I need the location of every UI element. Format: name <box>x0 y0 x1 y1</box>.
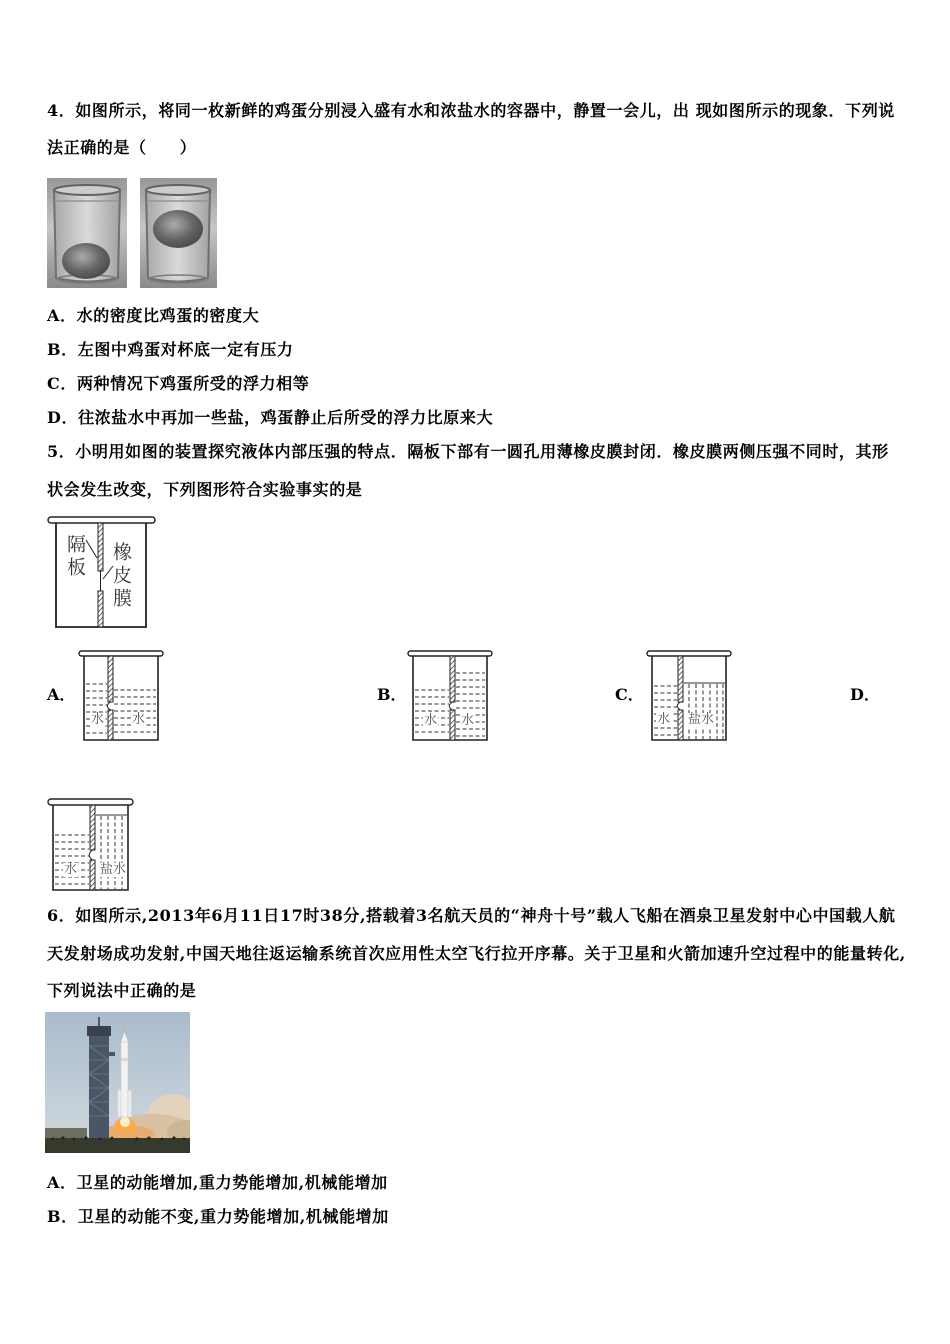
q6-stem-line-1: 6．如图所示,2013年6月11日17时38分,搭载着3名航天员的“神舟十号”载人飞船在酒泉卫星发射中心中国载人航 <box>47 906 896 925</box>
option-label: A． <box>47 306 77 325</box>
q6-option-a <box>47 1173 388 1193</box>
left-water <box>654 686 677 735</box>
q5-option-c-label: C． <box>615 685 644 704</box>
q5-b-left-liquid: 水 <box>424 713 438 728</box>
q5-option-d-figure <box>47 796 135 892</box>
partition-label: 隔板 <box>64 534 86 580</box>
q5-option-a-figure <box>78 648 164 742</box>
membrane-label: 橡皮膜 <box>110 542 132 611</box>
option-label: D． <box>47 408 79 427</box>
q5-a-left-liquid: 水 <box>91 712 105 727</box>
option-text: 卫星的动能增加,重力势能增加,机械能增加 <box>76 1173 388 1192</box>
q5-b-right-liquid: 水 <box>461 713 475 728</box>
partition <box>90 805 95 850</box>
q5-option-d-label: D． <box>850 685 880 704</box>
partition-leader-line <box>86 540 97 558</box>
right-salt-water <box>96 815 127 889</box>
q5-option-b-figure <box>407 648 493 742</box>
q4-stem-line-1: 4．如图所示，将同一枚新鲜的鸡蛋分别浸入盛有水和浓盐水的容器中，静置一会儿，出 现如图所示的现象．下列说 <box>47 101 895 120</box>
membrane <box>449 702 452 710</box>
q4-option-a <box>47 306 259 326</box>
option-label: B． <box>47 340 78 359</box>
membrane <box>89 850 92 860</box>
partition-lower <box>98 591 103 627</box>
q5-c-right-liquid: 盐水 <box>688 712 715 727</box>
membrane <box>107 702 110 710</box>
membrane <box>677 702 680 710</box>
partition-upper <box>98 523 103 571</box>
q4-option-d <box>47 408 493 428</box>
q5-d-right-liquid: 盐水 <box>100 862 127 877</box>
option-label: A． <box>47 1173 77 1192</box>
q5-a-right-liquid: 水 <box>132 712 146 727</box>
q5-option-a-label: A． <box>47 685 76 704</box>
option-text: 两种情况下鸡蛋所受的浮力相等 <box>76 374 310 393</box>
q6-stem-line-2: 天发射场成功发射,中国天地往返运输系统首次应用性太空飞行拉开序幕。关于卫星和火箭加速升空过程中的能量转化, <box>47 944 906 963</box>
right-salt-water <box>684 683 725 739</box>
ground-crowd <box>45 1138 190 1153</box>
partition <box>678 656 683 702</box>
option-text: 往浓盐水中再加一些盐，鸡蛋静止后所受的浮力比原来大 <box>78 408 494 427</box>
q5-stem-line-1: 5．小明用如图的装置探究液体内部压强的特点．隔板下部有一圆孔用薄橡皮膜封闭．橡皮膜两侧压强不同时，其形 <box>47 442 889 461</box>
salt-water-beaker-photo <box>140 178 217 288</box>
q4-option-b <box>47 340 294 360</box>
q6-stem-line-3: 下列说法中正确的是 <box>47 981 197 1000</box>
container-rim <box>48 517 155 523</box>
option-text: 左图中鸡蛋对杯底一定有压力 <box>77 340 294 359</box>
option-text: 卫星的动能不变,重力势能增加,机械能增加 <box>77 1207 389 1226</box>
q5-d-left-liquid: 水 <box>64 862 78 877</box>
option-text: 水的密度比鸡蛋的密度大 <box>76 306 260 325</box>
option-label: C． <box>47 374 77 393</box>
q5-stem-line-2: 状会发生改变，下列图形符合实验事实的是 <box>47 480 363 499</box>
egg-beakers-figure <box>47 178 217 288</box>
rocket-launch-photo <box>45 1012 190 1153</box>
q4-option-c <box>47 374 309 394</box>
q5-option-b-label: B． <box>377 685 407 704</box>
partition <box>108 656 113 702</box>
water-beaker-photo <box>47 178 127 288</box>
q5-option-c-figure <box>646 648 732 742</box>
q4-stem-line-2: 法正确的是（ ） <box>47 138 197 157</box>
option-label: B． <box>47 1207 78 1226</box>
q6-option-b <box>47 1207 389 1227</box>
q5-c-left-liquid: 水 <box>657 712 671 727</box>
partition <box>450 656 455 702</box>
